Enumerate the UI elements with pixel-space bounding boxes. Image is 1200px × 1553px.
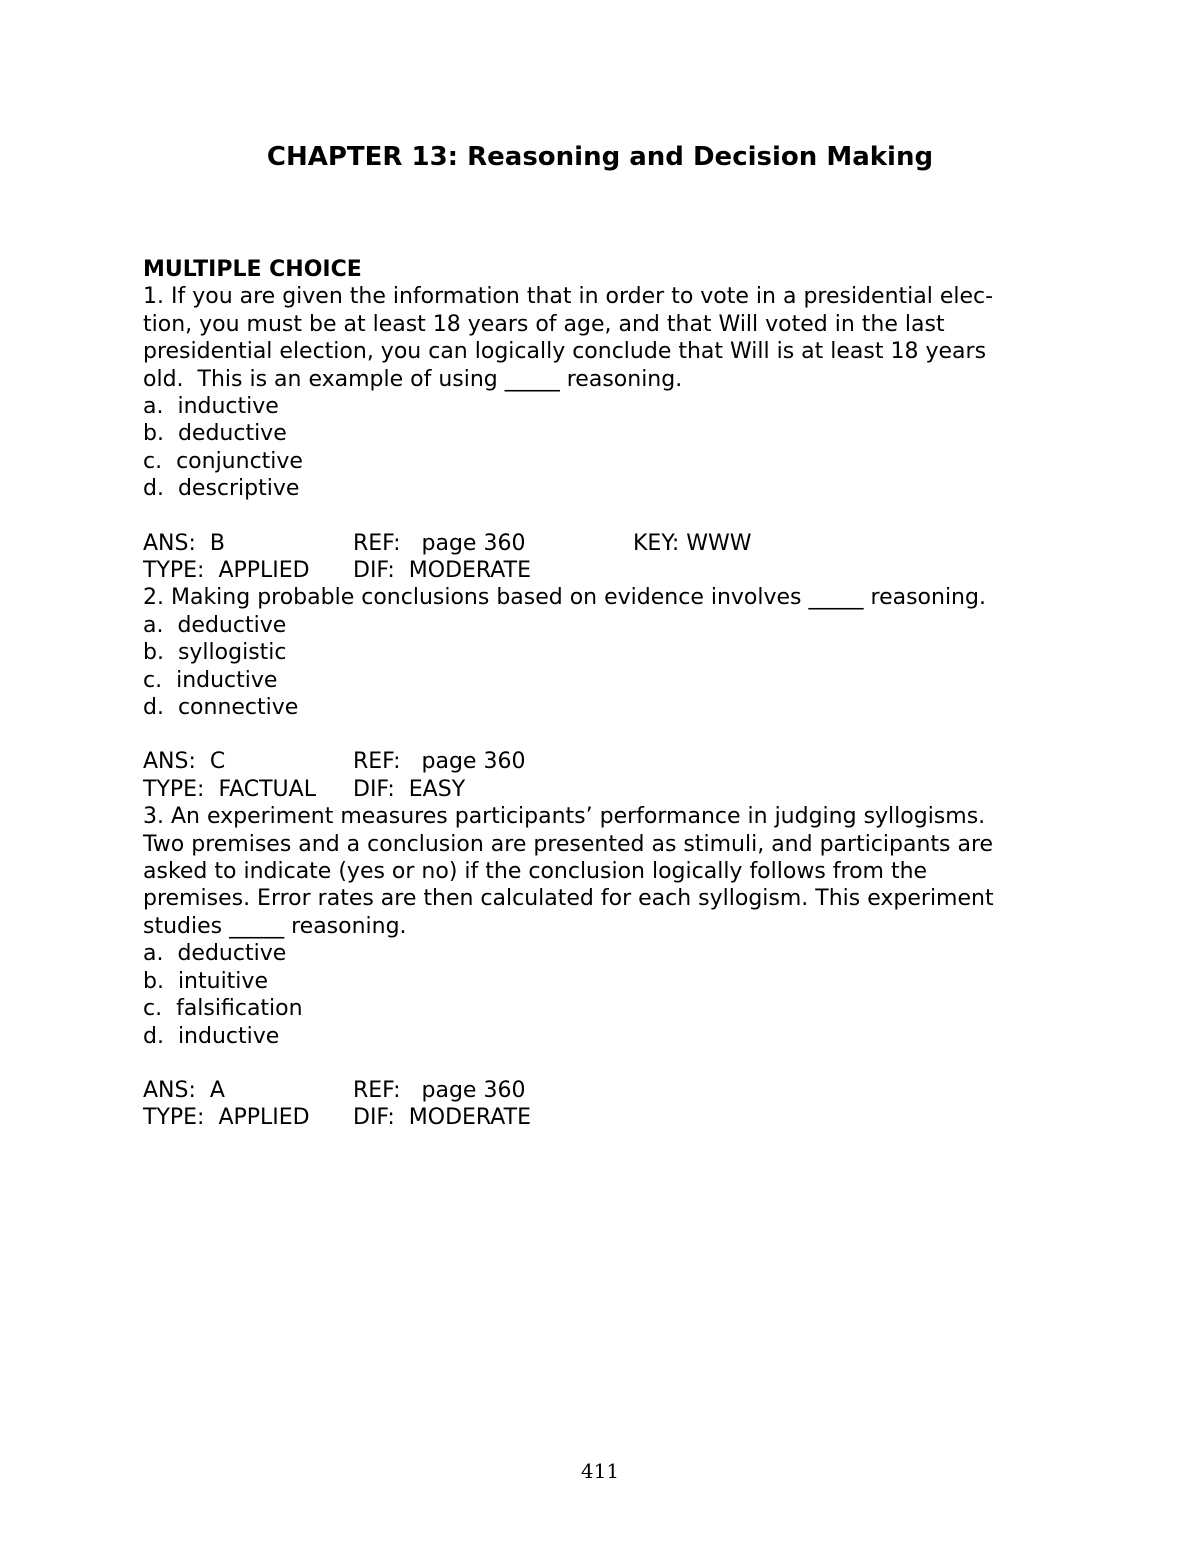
question-1-line-2: tion, you must be at least 18 years of age, and that Will voted in the last [143,311,945,337]
question-2-answer: ANS: C [143,749,226,775]
spacer [143,503,1063,530]
question-3-line-4: premises. Error rates are then calculated for each syllogism. This experiment [143,886,994,912]
question-1-option-c: c. conjunctive [143,448,303,474]
question-2-line-1: 2. Making probable conclusions based on evidence involves _____ reasoning. [143,585,986,611]
question-1-difficulty: DIF: MODERATE [353,558,531,584]
question-1-line-3: presidential election, you can logically conclude that Will is at least 18 years [143,339,987,365]
question-1-type: TYPE: APPLIED [143,558,310,584]
question-1-reference: REF: page 360 [353,530,526,556]
question-3-answer: ANS: A [143,1077,225,1103]
question-3-line-2: Two premises and a conclusion are presented as stimuli, and participants are [143,831,994,857]
spacer [143,721,1063,748]
question-2-type-row [143,776,1063,803]
question-3-type: TYPE: APPLIED [143,1105,310,1131]
question-1-option-d: d. descriptive [143,476,300,502]
question-2-option-b: b. syllogistic [143,640,287,666]
question-3-answer-row [143,1077,1063,1104]
question-2-type: TYPE: FACTUAL [143,776,316,802]
question-1-answer-row [143,530,1063,557]
question-1-line-4: old. This is an example of using _____ reasoning. [143,366,683,392]
question-1-key: KEY: WWW [633,530,752,556]
question-3-option-c: c. falsification [143,996,303,1022]
question-3-option-b: b. intuitive [143,968,268,994]
chapter-title: CHAPTER 13: Reasoning and Decision Making [266,142,934,172]
spacer [143,1050,1063,1077]
question-1-option-a: a. inductive [143,394,279,420]
question-2-option-d: d. connective [143,695,299,721]
question-3-line-5: studies _____ reasoning. [143,913,407,939]
question-1-line-1: 1. If you are given the information that in order to vote in a presidential elec- [143,284,994,310]
question-3-line-1: 3. An experiment measures participants’ performance in judging syllogisms. [143,804,986,830]
page-number: 411 [580,1459,620,1483]
question-3-reference: REF: page 360 [353,1077,526,1103]
question-3-option-a: a. deductive [143,941,287,967]
question-1-option-b: b. deductive [143,421,287,447]
question-1-type-row [143,557,1063,584]
question-3 [143,803,1063,1131]
question-3-option-d: d. inductive [143,1023,280,1049]
question-2-difficulty: DIF: EASY [353,776,466,802]
question-1 [143,283,1063,584]
question-1-answer: ANS: B [143,530,225,556]
section-heading: MULTIPLE CHOICE [143,257,362,282]
question-2-option-a: a. deductive [143,612,287,638]
question-2-answer-row [143,748,1063,775]
question-3-difficulty: DIF: MODERATE [353,1105,531,1131]
question-bank [143,256,1063,1132]
question-3-line-3: asked to indicate (yes or no) if the conclusion logically follows from the [143,859,928,885]
question-2-option-c: c. inductive [143,667,278,693]
question-3-type-row [143,1104,1063,1131]
question-2 [143,584,1063,803]
question-2-reference: REF: page 360 [353,749,526,775]
